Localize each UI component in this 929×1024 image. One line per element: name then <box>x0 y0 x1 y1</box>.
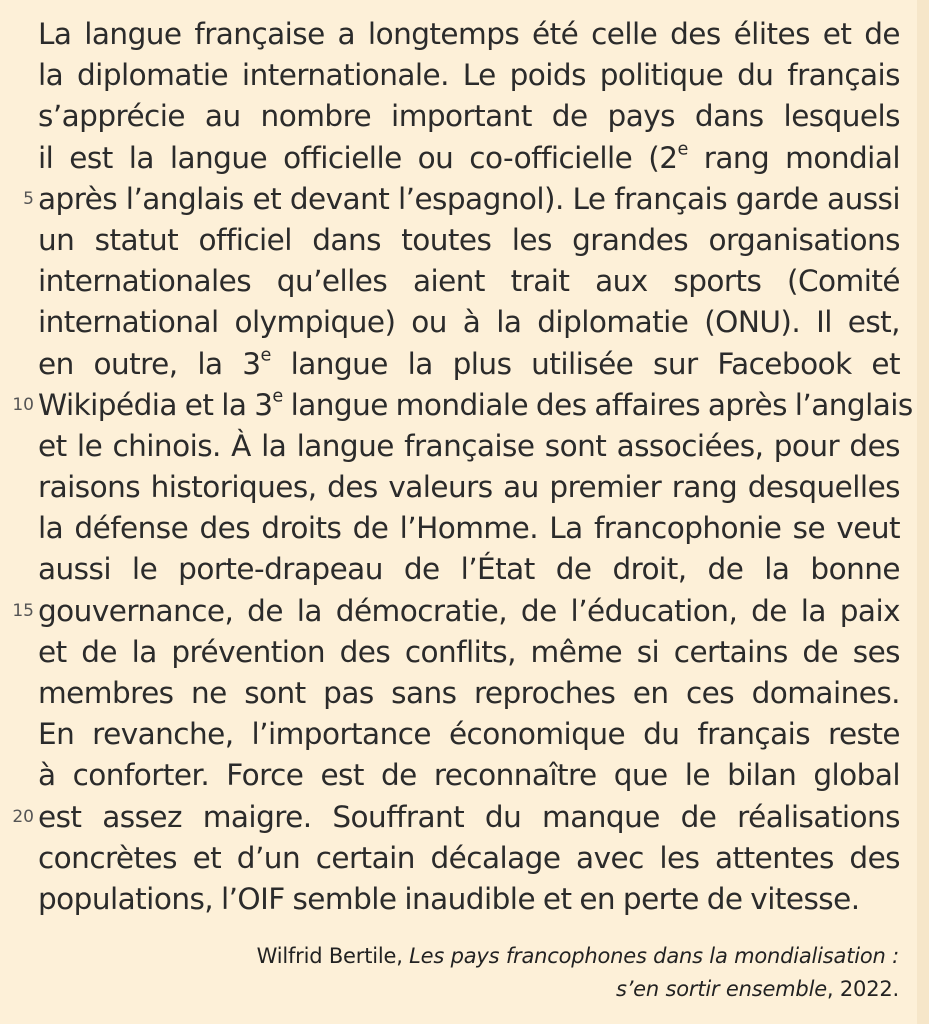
line-number: 20 <box>12 806 34 827</box>
line-text: En revanche, l’importance économique du français reste <box>38 717 900 752</box>
text-line <box>0 14 929 55</box>
text-line <box>0 55 929 96</box>
line-text: il est la langue officielle ou co-officielle (2e rang mondial <box>38 139 900 175</box>
line-number: 15 <box>12 600 34 621</box>
source-author: Wilfrid Bertile, <box>256 944 410 968</box>
line-text: membres ne sont pas sans reproches en ces domaines. <box>38 676 900 710</box>
text-line <box>0 714 929 755</box>
line-text: un statut officiel dans toutes les grandes organisations <box>38 222 900 257</box>
text-line <box>0 426 929 467</box>
text-line <box>0 838 929 879</box>
line-number: 10 <box>12 394 34 415</box>
line-number: 5 <box>23 188 34 209</box>
text-line <box>0 797 929 838</box>
line-text: à conforter. Force est de reconnaître que le bilan global <box>38 758 900 793</box>
superscript: e <box>677 139 688 160</box>
line-text: gouvernance, de la démocratie, de l’éducation, de la paix <box>38 593 900 628</box>
text-line <box>0 591 929 632</box>
superscript: e <box>260 345 271 366</box>
text-line <box>0 549 929 590</box>
line-text: populations, l’OIF semble inaudible et en perte de vitesse. <box>38 881 860 916</box>
text-line <box>0 220 929 261</box>
line-text: internationales qu’elles aient trait aux sports (Comité <box>38 264 900 299</box>
text-line <box>0 467 929 508</box>
line-text: raisons historiques, des valeurs au premier rang desquelles <box>38 470 900 505</box>
text-line <box>0 138 929 179</box>
source-title: Les pays francophones dans la mondialisation : <box>409 944 899 968</box>
line-text: et le chinois. À la langue française sont associées, pour des <box>38 428 900 463</box>
source-citation <box>139 940 899 1006</box>
line-text: la diplomatie internationale. Le poids politique du français <box>38 58 900 93</box>
text-line <box>0 385 929 426</box>
text-line <box>0 261 929 302</box>
text-line <box>0 179 929 220</box>
text-line <box>0 755 929 796</box>
source-year: , 2022. <box>826 977 899 1001</box>
line-text: international olympique) ou à la diplomatie (ONU). Il est, <box>38 305 900 340</box>
line-text: La langue française a longtemps été celle des élites et de <box>38 17 900 51</box>
text-line <box>0 673 929 714</box>
text-line <box>0 508 929 549</box>
text-line <box>0 96 929 137</box>
line-text: et de la prévention des conflits, même si certains de ses <box>38 634 900 669</box>
line-text: Wikipédia et la 3e langue mondiale des affaires après l’anglais <box>38 386 913 422</box>
superscript: e <box>272 386 283 407</box>
text-line <box>0 344 929 385</box>
line-text: s’apprécie au nombre important de pays dans lesquels <box>38 99 900 134</box>
line-text: la défense des droits de l’Homme. La francophonie se veut <box>38 511 900 546</box>
text-line <box>0 632 929 673</box>
text-excerpt <box>0 14 929 920</box>
line-text: aussi le porte-drapeau de l’État de droit, de la bonne <box>38 552 900 587</box>
line-text: concrètes et d’un certain décalage avec les attentes des <box>38 840 900 875</box>
text-line <box>0 302 929 343</box>
source-title-cont: s’en sortir ensemble <box>615 977 827 1001</box>
line-text: est assez maigre. Souffrant du manque de réalisations <box>38 799 900 834</box>
text-line <box>0 879 929 920</box>
line-text: en outre, la 3e langue la plus utilisée sur Facebook et <box>38 345 900 381</box>
line-text: après l’anglais et devant l’espagnol). Le français garde aussi <box>38 181 900 216</box>
